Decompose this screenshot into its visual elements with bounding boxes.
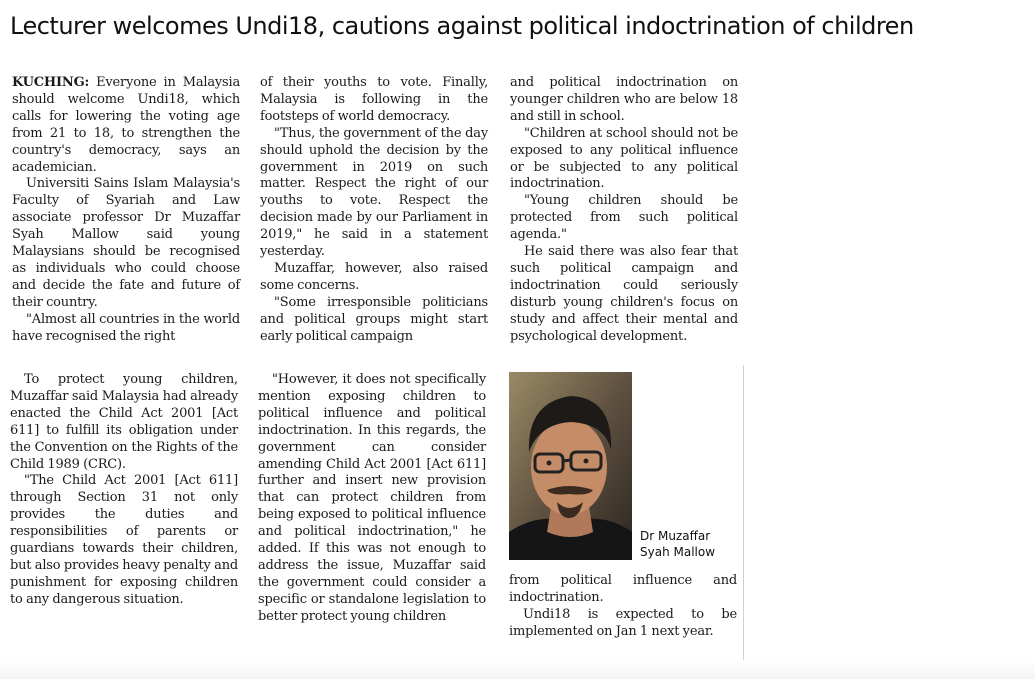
- headline: Lecturer welcomes Undi18, cautions against political indoctrination of children: [10, 12, 914, 40]
- article-column-2-top: [260, 75, 488, 346]
- page-edge: [0, 660, 1035, 679]
- paragraph: "Some irresponsible politicians and political groups might start early political campaign: [260, 294, 488, 344]
- paragraph: of their youths to vote. Finally, Malaysia is following in the footsteps of world democracy.: [260, 75, 488, 124]
- paragraph: and political indoctrination on younger children who are below 18 and still in school.: [510, 75, 738, 124]
- paragraph: "Young children should be protected from such political agenda.": [510, 193, 738, 243]
- photo-caption: [640, 528, 740, 560]
- paragraph-text: Everyone in Malaysia should welcome Undi18, which calls for lowering the voting age from 21 to 18, to strengthen the country's democracy, says an academician.: [12, 75, 241, 175]
- caption-line: Syah Mallow: [640, 545, 716, 559]
- paragraph: "However, it does not specifically mention exposing children to political influence and political indoctrination. In this regards, the government can consider amending Child Act 2001 [Act 611] further and insert new provision that can protect children from being exposed to political influence and political indoctrination," he added. If this was not enough to address the issue, Muzaffar said the government could consider a specific or standalone legislation to better protect young children: [258, 372, 486, 624]
- dateline: KUCHING:: [12, 75, 90, 90]
- paragraph: He said there was also fear that such political campaign and indoctrination could seriously disturb young children's focus on study and affect their mental and psychological development.: [510, 244, 738, 344]
- paragraph: "Thus, the government of the day should uphold the decision by the government in 2019 on such matter. Respect the right of our youths to vote. Respect the decision made by our Parliament in 2019," he said in a statement yesterday.: [260, 125, 488, 260]
- paragraph: Muzaffar, however, also raised some concerns.: [260, 260, 488, 293]
- paragraph: To protect young children, Muzaffar said Malaysia had already enacted the Child Act 2001 [Act 611] to fulfill its obligation under the Convention on the Rights of the Child 1989 (CRC).: [10, 372, 238, 472]
- column-divider: [743, 365, 744, 665]
- article-column-1-top: [12, 75, 240, 346]
- portrait-photo-illustration: [509, 372, 632, 560]
- paragraph: Undi18 is expected to be implemented on Jan 1 next year.: [509, 606, 737, 639]
- paragraph: "The Child Act 2001 [Act 611] through Section 31 not only provides the duties and responsibilities of parents or guardians towards their children, but also provides heavy penalty and punishment for exposing children to any dangerous situation.: [10, 473, 238, 607]
- paragraph: "Children at school should not be exposed to any political influence or be subjected to any political indoctrination.: [510, 125, 738, 192]
- paragraph: from political influence and indoctrination.: [509, 573, 737, 605]
- paragraph: Universiti Sains Islam Malaysia's Faculty of Syariah and Law associate professor Dr Muzaffar Syah Mallow said young Malaysians should be recognised as individuals who could choose and decide the fate and future of their country.: [12, 176, 240, 310]
- article-column-3-bottom: [509, 573, 737, 641]
- article-column-2-bottom: [258, 372, 486, 626]
- caption-line: Dr Muzaffar: [640, 529, 711, 543]
- article-column-3-top: [510, 75, 738, 346]
- paragraph: "Almost all countries in the world have recognised the right: [12, 311, 240, 344]
- paragraph: [12, 75, 240, 176]
- article-column-1-bottom: [10, 372, 238, 609]
- portrait-photo: [509, 372, 632, 560]
